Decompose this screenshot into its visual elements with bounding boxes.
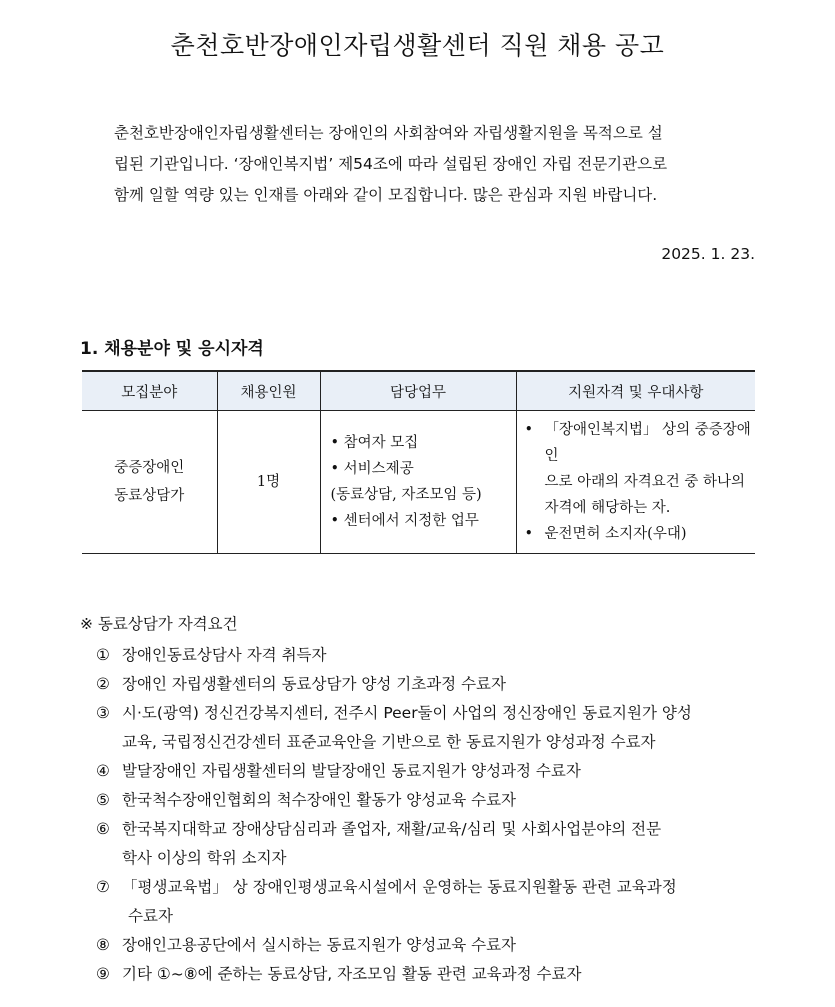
list-item <box>96 815 756 873</box>
duty-line: • 서비스제공 <box>330 461 414 477</box>
item-number: ⑨ <box>96 965 110 983</box>
item-text: 장애인 자립생활센터의 동료상담가 양성 기초과정 수료자 <box>122 675 506 693</box>
item-number: ⑤ <box>96 791 110 809</box>
requirements-title: ※ 동료상담가 자격요건 <box>80 615 238 633</box>
qualification-line: 으로 아래의 자격요건 중 하나의 <box>544 474 746 490</box>
qualification-line: 운전면허 소지자(우대) <box>544 526 687 542</box>
header-field: 모집분야 <box>82 371 217 411</box>
qualification-line: 「장애인복지법」 상의 중증장애인 <box>544 422 751 464</box>
qualification-item <box>525 521 755 547</box>
page-title: 춘천호반장애인자립생활센터 직원 채용 공고 <box>170 31 665 60</box>
announcement-date: 2025. 1. 23. <box>661 245 755 263</box>
list-item <box>96 699 756 757</box>
item-number: ⑧ <box>96 936 110 954</box>
item-number: ⑥ <box>96 820 110 838</box>
qualification-item <box>525 417 755 469</box>
section-heading: 1. 채용분야 및 응시자격 <box>80 339 264 359</box>
list-item <box>96 757 756 786</box>
item-text: 한국척수장애인협회의 척수장애인 활동가 양성교육 수료자 <box>122 791 517 809</box>
item-text: 장애인동료상담사 자격 취득자 <box>122 646 327 664</box>
table-row <box>82 411 755 554</box>
item-text: 기타 ①~⑧에 준하는 동료상담, 자조모임 활동 관련 교육과정 수료자 <box>122 965 582 983</box>
item-text: 한국복지대학교 장애상담심리과 졸업자, 재활/교육/심리 및 사회사업분야의 전문 <box>122 820 662 838</box>
cell-qualifications <box>516 411 755 554</box>
item-number: ④ <box>96 762 110 780</box>
item-number: ① <box>96 646 110 664</box>
list-item <box>96 931 756 960</box>
item-text: 교육, 국립정신건강센터 표준교육안을 기반으로 한 동료지원가 양성과정 수료자 <box>122 733 656 751</box>
list-item <box>96 873 756 931</box>
header-duties: 담당업무 <box>320 371 516 411</box>
item-number: ③ <box>96 704 110 722</box>
table-header-row <box>82 371 755 411</box>
bullet: • <box>524 526 534 542</box>
duty-line: (동료상담, 자조모임 등) <box>330 487 482 503</box>
duty-line: • 센터에서 지정한 업무 <box>330 513 479 529</box>
recruitment-table <box>82 370 755 554</box>
intro-line: 춘천호반장애인자립생활센터는 장애인의 사회참여와 자립생활지원을 목적으로 설 <box>114 124 663 142</box>
list-item <box>96 786 756 815</box>
cell-field <box>82 411 217 554</box>
header-count: 채용인원 <box>217 371 320 411</box>
requirements-list <box>96 641 756 989</box>
list-item <box>96 670 756 699</box>
duty-line: • 참여자 모집 <box>330 435 419 451</box>
bullet: • <box>524 422 534 438</box>
intro-line: 함께 일할 역량 있는 인재를 아래와 같이 모집합니다. 많은 관심과 지원 바랍니다. <box>114 186 658 204</box>
field-line: 동료상담가 <box>114 488 185 504</box>
item-text: 발달장애인 자립생활센터의 발달장애인 동료지원가 양성과정 수료자 <box>122 762 581 780</box>
list-item <box>96 960 756 989</box>
field-line: 중증장애인 <box>114 460 185 476</box>
intro-paragraph <box>114 118 754 211</box>
cell-duties <box>320 411 516 554</box>
item-text: 「평생교육법」 상 장애인평생교육시설에서 운영하는 동료지원활동 관련 교육과정 <box>122 878 677 896</box>
cell-count: 1명 <box>217 411 320 554</box>
item-number: ⑦ <box>96 878 110 896</box>
item-text: 학사 이상의 학위 소지자 <box>122 849 287 867</box>
item-text: 장애인고용공단에서 실시하는 동료지원가 양성교육 수료자 <box>122 936 517 954</box>
qualification-line: 자격에 해당하는 자. <box>544 500 671 516</box>
list-item <box>96 641 756 670</box>
intro-line: 립된 기관입니다. ‘장애인복지법’ 제54조에 따라 설립된 장애인 자립 전문기관으로 <box>114 155 668 173</box>
item-text: 시·도(광역) 정신건강복지센터, 전주시 Peer둘이 사업의 정신장애인 동료지원가 양성 <box>122 704 692 722</box>
item-number: ② <box>96 675 110 693</box>
item-text: 수료자 <box>128 907 173 925</box>
header-qualifications: 지원자격 및 우대사항 <box>516 371 755 411</box>
